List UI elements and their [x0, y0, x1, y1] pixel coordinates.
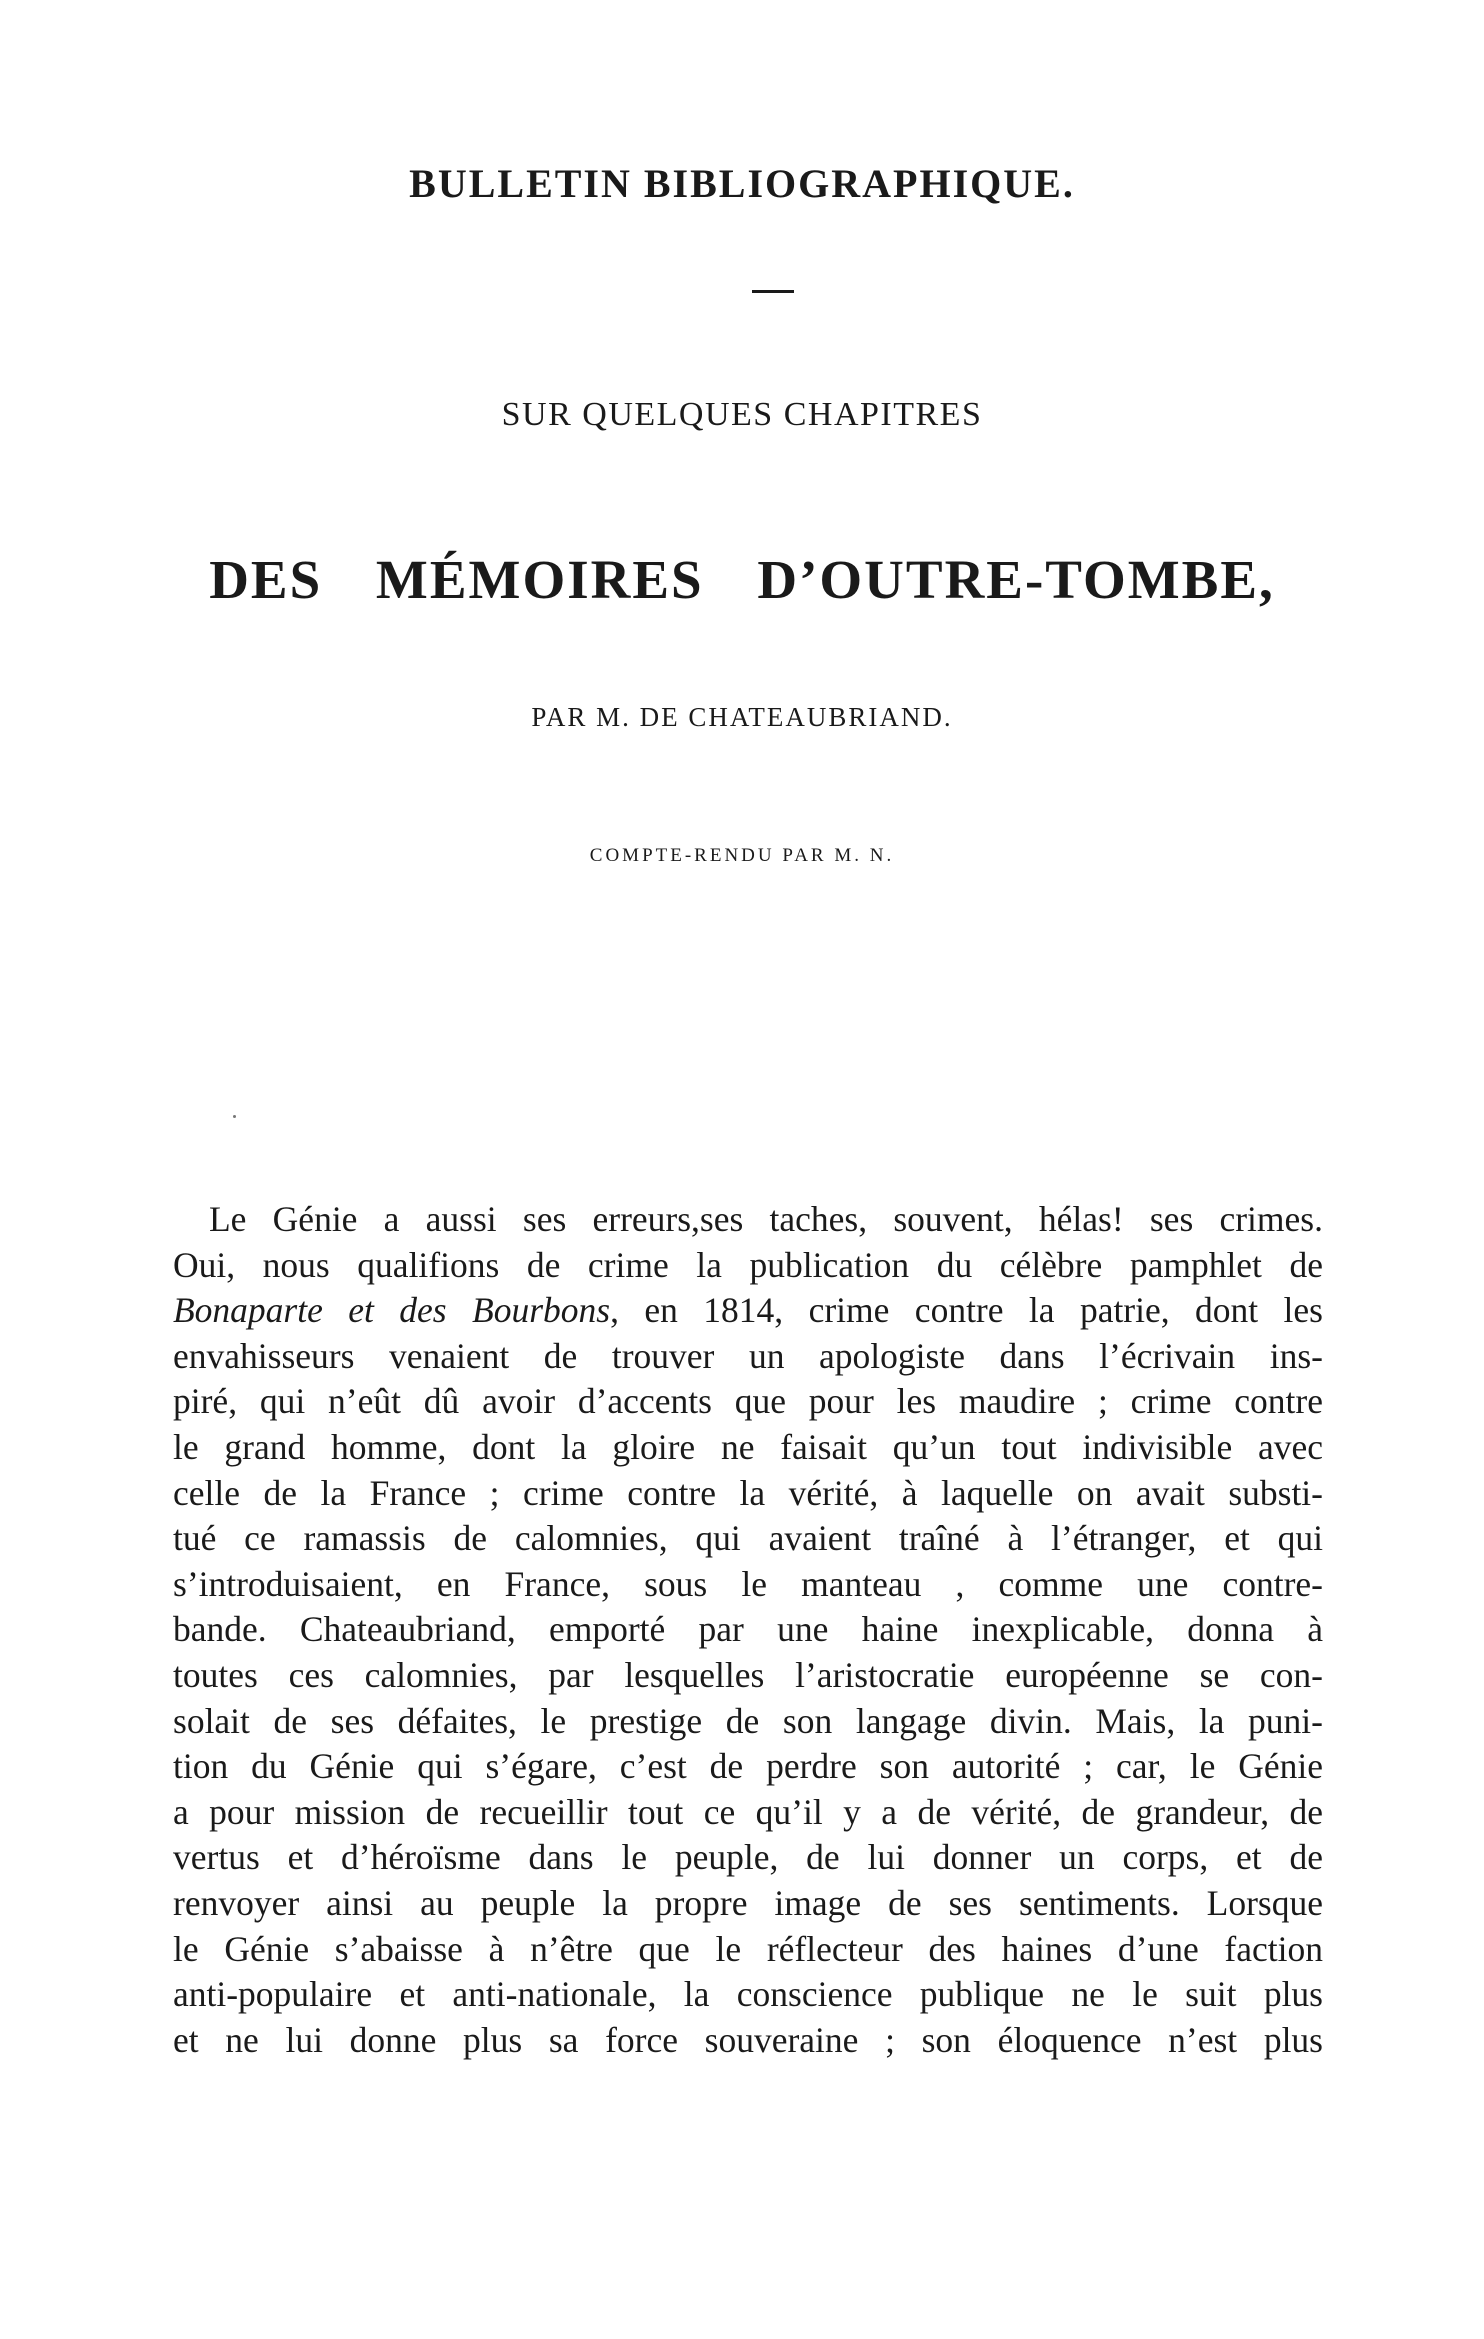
body-line: tué ce ramassis de calomnies, qui avaient traîné à l’étranger, et qui [173, 1518, 1323, 1559]
body-line: piré, qui n’eût dû avoir d’accents que pour les maudire ; crime contre [173, 1381, 1323, 1422]
separator-dash [752, 290, 794, 293]
subtitle: SUR QUELQUES CHAPITRES [501, 396, 983, 433]
body-line: anti-populaire et anti-nationale, la conscience publique ne le suit plus [173, 1974, 1323, 2015]
body-line: a pour mission de recueillir tout ce qu’il y a de vérité, de grandeur, de [173, 1791, 1323, 1832]
book-title-italic: Bonaparte et des Bourbons [173, 1290, 611, 1331]
body-line: tion du Génie qui s’égare, c’est de perdre son autorité ; car, le Génie [173, 1746, 1323, 1787]
body-line: renvoyer ainsi au peuple la propre image de ses sentiments. Lorsque [173, 1882, 1323, 1923]
body-line: toutes ces calomnies, par lesquelles l’aristocratie européenne se con- [173, 1654, 1323, 1695]
body-line: bande. Chateaubriand, emporté par une haine inexplicable, donna à [173, 1609, 1323, 1650]
body-line: envahisseurs venaient de trouver un apologiste dans l’écrivain ins- [173, 1335, 1323, 1376]
body-line: Oui, nous qualifions de crime la publication du célèbre pamphlet de [173, 1244, 1323, 1285]
review-credit: COMPTE-RENDU PAR M. N. [589, 845, 895, 866]
body-line-with-italic: Bonaparte et des Bourbons, en 1814, crime contre la patrie, dont les [173, 1290, 1323, 1331]
body-line: vertus et d’héroïsme dans le peuple, de lui donner un corps, et de [173, 1837, 1323, 1878]
author-line: PAR M. DE CHATEAUBRIAND. [531, 702, 953, 732]
body-line: celle de la France ; crime contre la vérité, à laquelle on avait substi- [173, 1472, 1323, 1513]
body-paragraph [173, 1197, 1323, 2063]
body-line: Le Génie a aussi ses erreurs,ses taches, souvent, hélas! ses crimes. [209, 1199, 1323, 1239]
body-line: solait de ses défaites, le prestige de son langage divin. Mais, la puni- [173, 1700, 1323, 1741]
body-line: le Génie s’abaisse à n’être que le réflecteur des haines d’une faction [173, 1928, 1323, 1969]
body-line: et ne lui donne plus sa force souveraine ; son éloquence n’est plus [173, 2019, 1323, 2060]
speck-mark [233, 1115, 236, 1118]
main-title: DES MÉMOIRES D’OUTRE-TOMBE, [209, 549, 1275, 610]
bulletin-heading: BULLETIN BIBLIOGRAPHIQUE. [409, 161, 1075, 206]
body-line: le grand homme, dont la gloire ne faisait qu’un tout indivisible avec [173, 1426, 1323, 1467]
body-line: s’introduisaient, en France, sous le manteau , comme une contre- [173, 1563, 1323, 1604]
